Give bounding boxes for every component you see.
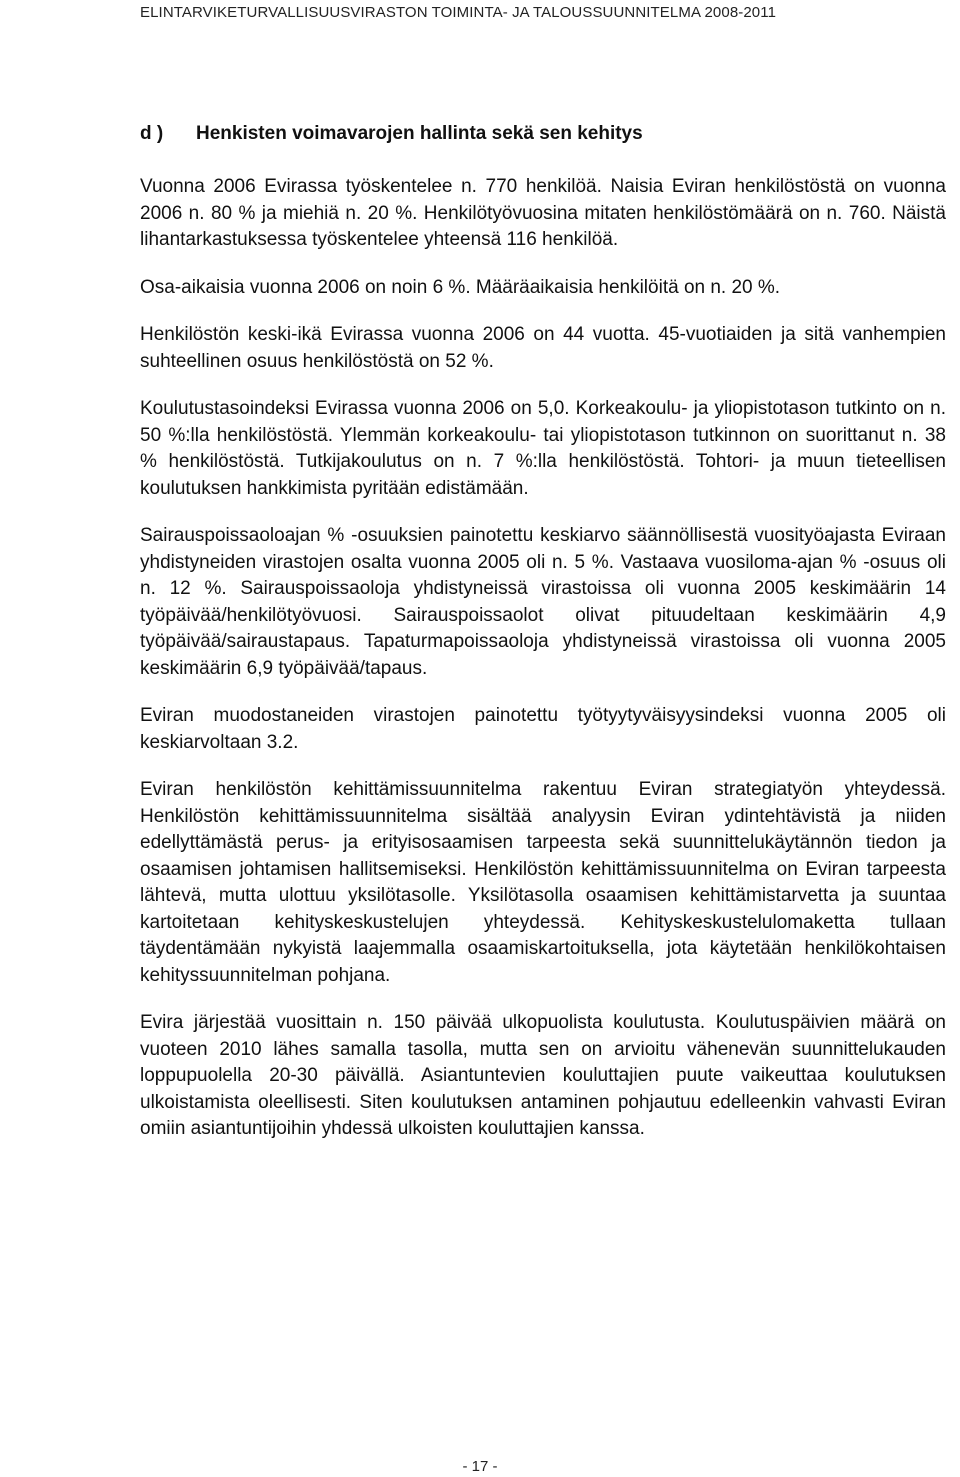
paragraph-training: Evira järjestää vuosittain n. 150 päivää ulkopuolista koulutusta. Koulutuspäivien määrä on vuoteen 2010 lähes samalla tasolla, mutta sen on arvioitu vähenevän suunnittelukauden loppupuolella 20-30 päivällä. Asiantuntevien kouluttajien puute vaikeuttaa koulutuksen ulkoistamista oleellisesti. Siten koulutuksen antaminen pohjautuu edelleenkin vahvasti Eviran omiin asiantuntijoihin yhdessä ulkoisten kouluttajien kanssa.	[140, 1012, 946, 1139]
paragraph-part-time: Osa-aikaisia vuonna 2006 on noin 6 %. Määräaikaisia henkilöitä on n. 20 %.	[140, 276, 781, 298]
paragraph-job-satisfaction: Eviran muodostaneiden virastojen painotettu työtyytyväisyysindeksi vuonna 2005 oli keskiarvoltaan 3.2.	[140, 705, 946, 753]
paragraph-sick-leave: Sairauspoissaoloajan % -osuuksien painotettu keskiarvo säännöllisestä vuosityöajasta Eviraan yhdistyneiden virastojen osalta vuonna 2005 oli n. 5 %. Vastaava vuosiloma-ajan % -osuus oli n. 12 %. Sairauspoissaoloja yhdistyneissä virastoissa oli vuonna 2005 keskimäärin 14 työpäivää/henkilötyövuosi. Sairauspoissaolot olivat pituudeltaan keskimäärin 4,9 työpäivää/sairaustapaus. Tapaturmapoissaoloja yhdistyneissä virastoissa oli vuonna 2005 keskimäärin 6,9 työpäivää/tapaus.	[140, 525, 946, 679]
section-title: Henkisten voimavarojen hallinta sekä sen kehitys	[196, 123, 643, 144]
section-label: d )	[140, 123, 164, 144]
body-text	[140, 174, 946, 1143]
page-number: - 17 -	[462, 1458, 498, 1475]
running-header: ELINTARVIKETURVALLISUUSVIRASTON TOIMINTA- JA TALOUSSUUNNITELMA 2008-2011	[140, 4, 777, 21]
paragraph-staff-count: Vuonna 2006 Evirassa työskentelee n. 770 henkilöä. Naisia Eviran henkilöstöstä on vuonna 2006 n. 80 % ja miehiä n. 20 %. Henkilötyövuosina mitaten henkilöstömäärä on n. 760. Näistä lihantarkastuksessa työskentelee yhteensä 116 henkilöä.	[140, 176, 946, 250]
paragraph-education-index: Koulutustasoindeksi Evirassa vuonna 2006 on 5,0. Korkeakoulu- ja yliopistotason tutkinto on n. 50 %:lla henkilöstöstä. Ylemmän korkeakoulu- tai yliopistotason tutkinnon on suorittanut n. 38 % henkilöstöstä. Tutkijakoulutus on n. 7 %:lla henkilöstöstä. Tohtori- ja muun tieteellisen koulutuksen hankkimista pyritään edistämään.	[140, 398, 946, 499]
section-heading	[140, 121, 643, 147]
paragraph-development-plan: Eviran henkilöstön kehittämissuunnitelma rakentuu Eviran strategiatyön yhteydessä. Henkilöstön kehittämissuunnitelma sisältää analyysin Eviran ydintehtävistä ja niiden edellyttämästä perus- ja erityisosaamisen tarpeesta sekä suunnittelukäytännön tiedon ja osaamisen johtamisen hallitsemiseksi. Henkilöstön kehittämissuunnitelma on Eviran tarpeesta lähtevä, mutta ulottuu yksilötasolle. Yksilötasolla osaamisen kehittämistarvetta ja suuntaa kartoitetaan kehityskeskustelujen yhteydessä. Kehityskeskustelulomaketta tullaan täydentämään nykyistä laajemmalla osaamiskartoituksella, jota käytetään henkilökohtaisen kehityssuunnitelman pohjana.	[140, 779, 946, 986]
paragraph-average-age: Henkilöstön keski-ikä Evirassa vuonna 2006 on 44 vuotta. 45-vuotiaiden ja sitä vanhempien suhteellinen osuus henkilöstöstä on 52 %.	[140, 324, 946, 372]
